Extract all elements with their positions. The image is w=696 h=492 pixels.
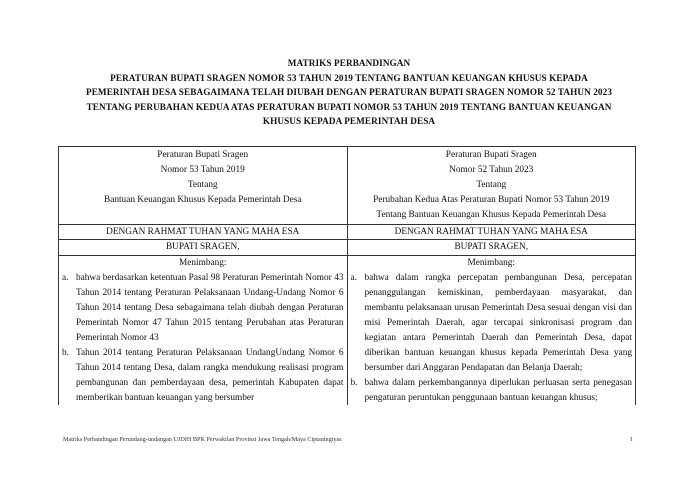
right-preamble: DENGAN RAHMAT TUHAN YANG MAHA ESA xyxy=(347,224,636,240)
item-label: a. xyxy=(350,273,357,284)
title-line: PEMERINTAH DESA SEBAGAIMANA TELAH DIUBAH DENGAN PERATURAN BUPATI SRAGEN NOMOR 52 TAHUN 2023 xyxy=(85,87,613,97)
document-title xyxy=(60,56,638,129)
right-header-line: Tentang xyxy=(476,179,507,190)
item-text: Tahun 2014 tentang Peraturan Pelaksanaan UndangUndang Nomor 6 Tahun 2014 tentang Desa, dalam rangka mendukung realisasi program pembangunan dan pemberdayaan desa, pemerintah Kabupaten dapat memberikan bantuan keuangan yang bersumber xyxy=(76,347,344,403)
page-footer xyxy=(63,436,633,443)
right-header-line: Perubahan Kedua Atas Peraturan Bupati Nomor 53 Tahun 2019 xyxy=(373,194,610,205)
left-header-line: Peraturan Bupati Sragen xyxy=(157,150,249,160)
left-item xyxy=(62,271,344,346)
left-preamble: DENGAN RAHMAT TUHAN YANG MAHA ESA xyxy=(59,224,348,240)
right-item xyxy=(351,376,633,406)
left-content-cell xyxy=(59,256,348,406)
footer-text: Matriks Perbandingan Perundang-undangan UJDIH BPK Perwakilan Provinsi Jawa Tengah/Maya Ciptaningtyas xyxy=(63,436,342,443)
left-menimbang-heading: Menimbang: xyxy=(178,258,227,269)
right-header-line: Nomor 52 Tahun 2023 xyxy=(449,164,534,175)
item-label: a. xyxy=(62,273,69,284)
left-official: BUPATI SRAGEN, xyxy=(59,240,348,256)
right-header-cell xyxy=(347,147,636,225)
title-line: MATRIKS PERBANDINGAN xyxy=(287,58,411,68)
right-header-line: Tentang Bantuan Keuangan Khusus Kepada Pemerintah Desa xyxy=(376,209,607,220)
right-menimbang-heading: Menimbang: xyxy=(467,258,515,269)
item-label: b. xyxy=(350,377,358,388)
left-header-line: Bantuan Keuangan Khusus Kepada Pemerintah Desa xyxy=(104,194,302,205)
page-number: 1 xyxy=(629,436,633,443)
item-label: b. xyxy=(62,347,69,358)
right-official: BUPATI SRAGEN, xyxy=(347,240,636,256)
content-row xyxy=(59,256,636,406)
left-header-line: Nomor 53 Tahun 2019 xyxy=(160,164,245,175)
left-header-line: Tentang xyxy=(187,179,218,190)
header-row xyxy=(59,147,636,225)
item-text: bahwa berdasarkan ketentuan Pasal 98 Peraturan Pemerintah Nomor 43 Tahun 2014 tentang Peraturan Pelaksanaan Undang-Undang Nomor 6 Tahun 2014 tentang Desa sebagaimana telah diubah dengan Peraturan Pemerintah Nomor 47 Tahun 2015 tentang Perubahan atas Peraturan Pemerintah Nomor 43 xyxy=(76,273,344,343)
official-row xyxy=(59,240,636,256)
preamble-row xyxy=(59,224,636,240)
right-item xyxy=(351,271,633,375)
comparison-table xyxy=(58,146,636,405)
left-header-cell xyxy=(59,147,348,225)
title-line: TENTANG PERUBAHAN KEDUA ATAS PERATURAN BUPATI NOMOR 53 TAHUN 2019 TENTANG BANTUAN KEUANGAN xyxy=(86,101,612,112)
left-item xyxy=(62,346,344,406)
right-content-cell xyxy=(347,256,636,406)
right-header-line: Peraturan Bupati Sragen xyxy=(445,150,537,160)
item-text: bahwa dalam perkembangannya diperlukan perluasan serta penegasan pengaturan peruntukan penggunaan bantuan keuangan khusus; xyxy=(364,377,632,403)
title-line: KHUSUS KEPADA PEMERINTAH DESA xyxy=(262,116,436,126)
item-text: bahwa dalam rangka percepatan pembangunan Desa, percepatan penanggulangan kemiskinan, pemberdayaan masyarakat, dan membantu pelaksanaan urusan Pemerintah Desa sesuai dengan visi dan misi Pemerintah Daerah, agar tercapai sinkronisasi program dan kegiatan antara Pemerintah Daerah dan Pemerintah Desa, dapat diberikan bantuan keuangan khusus kepada Pemerintah Desa yang bersumber dari Anggaran Pendapatan dan Belanja Daerah; xyxy=(364,273,632,373)
title-line: PERATURAN BUPATI SRAGEN NOMOR 53 TAHUN 2019 TENTANG BANTUAN KEUANGAN KHUSUS KEPADA xyxy=(110,72,588,83)
